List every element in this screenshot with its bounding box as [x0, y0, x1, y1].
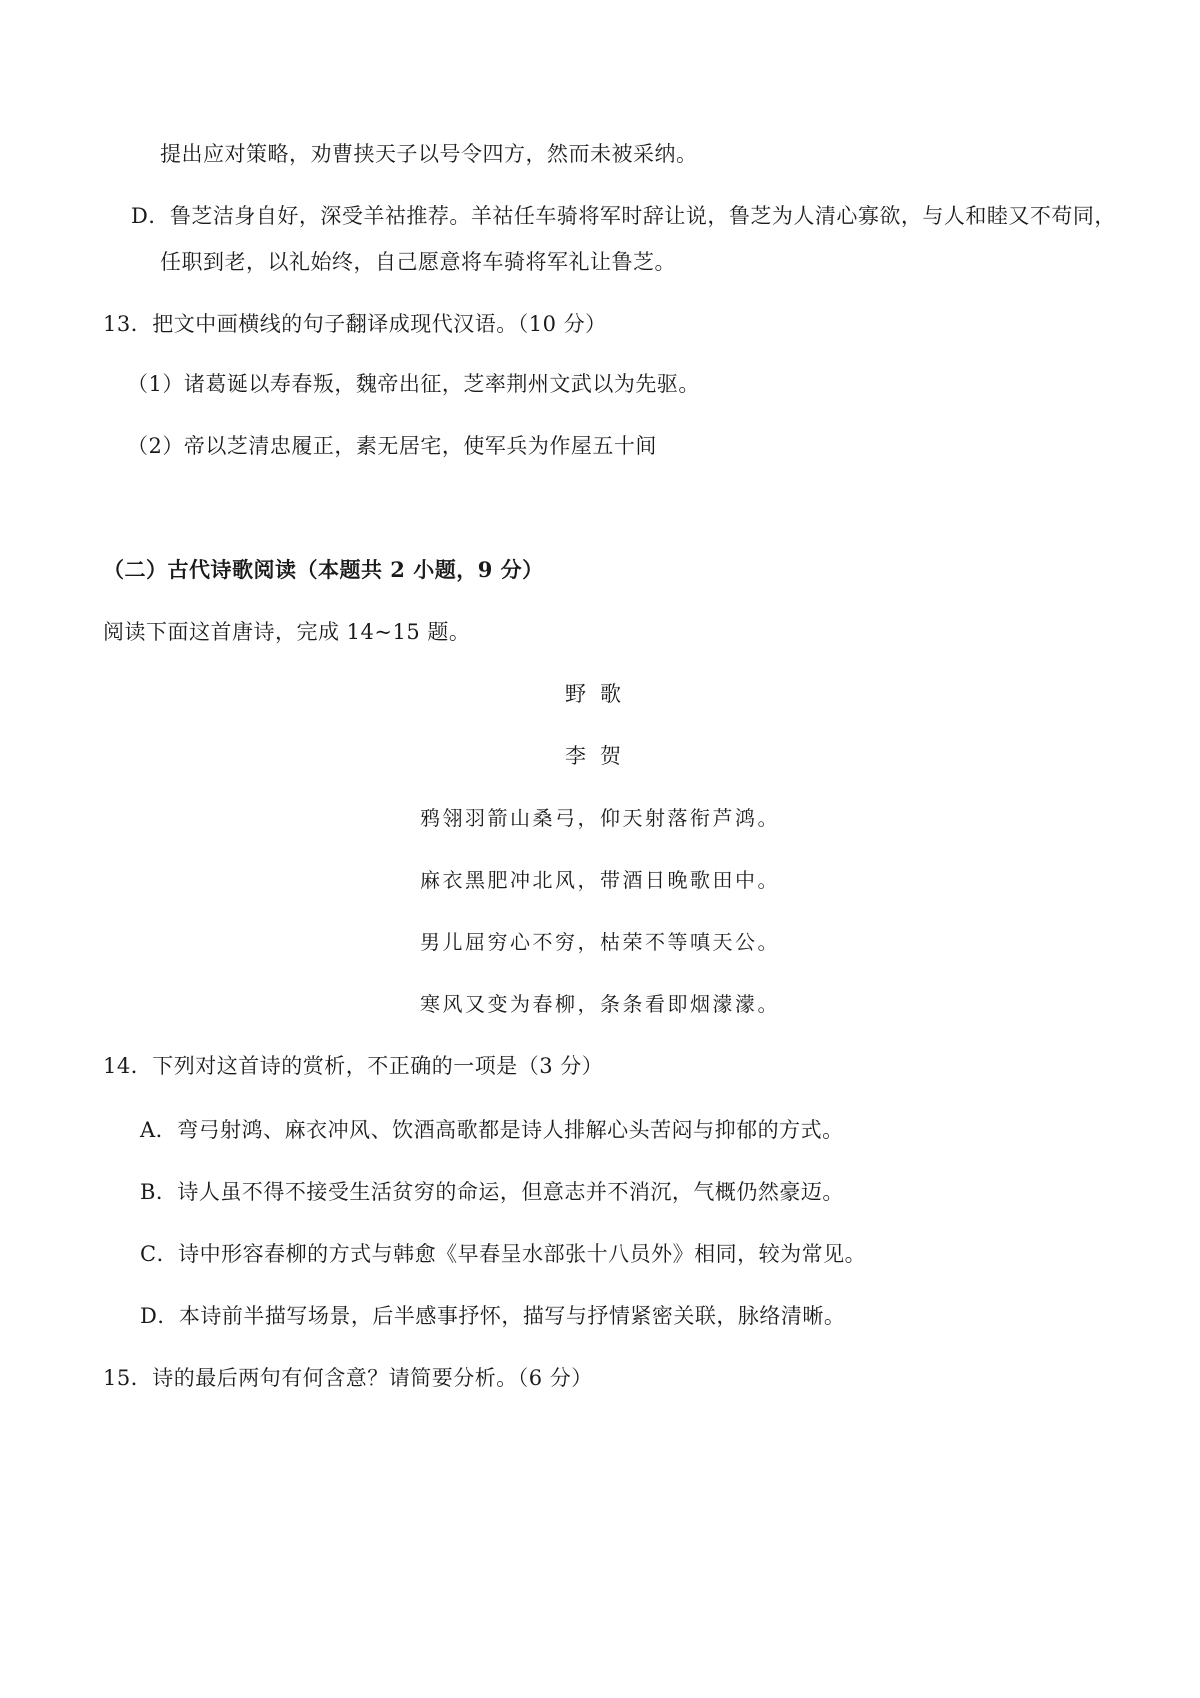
q14-option-d: D．本诗前半描写场景，后半感事抒怀，描写与抒情紧密关联，脉络清晰。 — [140, 1304, 846, 1328]
q14-option-a: A．弯弓射鸿、麻衣冲风、饮酒高歌都是诗人排解心头苦闷与抑郁的方式。 — [140, 1118, 844, 1142]
poem-line: 寒风又变为春柳，条条看即烟濛濛。 — [420, 992, 780, 1016]
q13-stem: 13．把文中画横线的句子翻译成现代汉语。（10 分） — [103, 312, 607, 336]
poem-line: 男儿屈穷心不穷，枯荣不等嗔天公。 — [420, 930, 780, 954]
q13-sentence-1: （1）诸葛诞以寿春叛，魏帝出征，芝率荆州文武以为先驱。 — [127, 372, 700, 396]
section-heading: （二）古代诗歌阅读（本题共 2 小题，9 分） — [103, 557, 544, 582]
q14-stem: 14．下列对这首诗的赏析，不正确的一项是（3 分） — [103, 1054, 604, 1078]
q13-sentence-2: （2）帝以芝清忠履正，素无居宅，使军兵为作屋五十间 — [127, 434, 657, 458]
section-intro: 阅读下面这首唐诗，完成 14~15 题。 — [103, 620, 471, 644]
poem-line: 鸦翎羽箭山桑弓，仰天射落衔芦鸿。 — [420, 806, 780, 830]
poem-title: 野歌 — [565, 682, 635, 706]
poem-line: 麻衣黑肥冲北风，带酒日晚歌田中。 — [420, 868, 780, 892]
q14-option-c: C．诗中形容春柳的方式与韩愈《早春呈水部张十八员外》相同，较为常见。 — [140, 1242, 867, 1266]
q15-stem: 15．诗的最后两句有何含意？请简要分析。（6 分） — [103, 1366, 593, 1390]
q12-option-d-line1: D．鲁芝洁身自好，深受羊祜推荐。羊祜任车骑将军时辞让说，鲁芝为人清心寡欲，与人和睦又不苟同， — [131, 204, 1116, 228]
poem-author: 李贺 — [565, 744, 635, 768]
q12-option-c-continuation: 提出应对策略，劝曹挟天子以号令四方，然而未被采纳。 — [160, 142, 698, 166]
q12-option-d-line2: 任职到老，以礼始终，自己愿意将车骑将军礼让鲁芝。 — [160, 250, 676, 274]
q14-option-b: B．诗人虽不得不接受生活贫穷的命运，但意志并不消沉，气概仍然豪迈。 — [140, 1180, 844, 1204]
